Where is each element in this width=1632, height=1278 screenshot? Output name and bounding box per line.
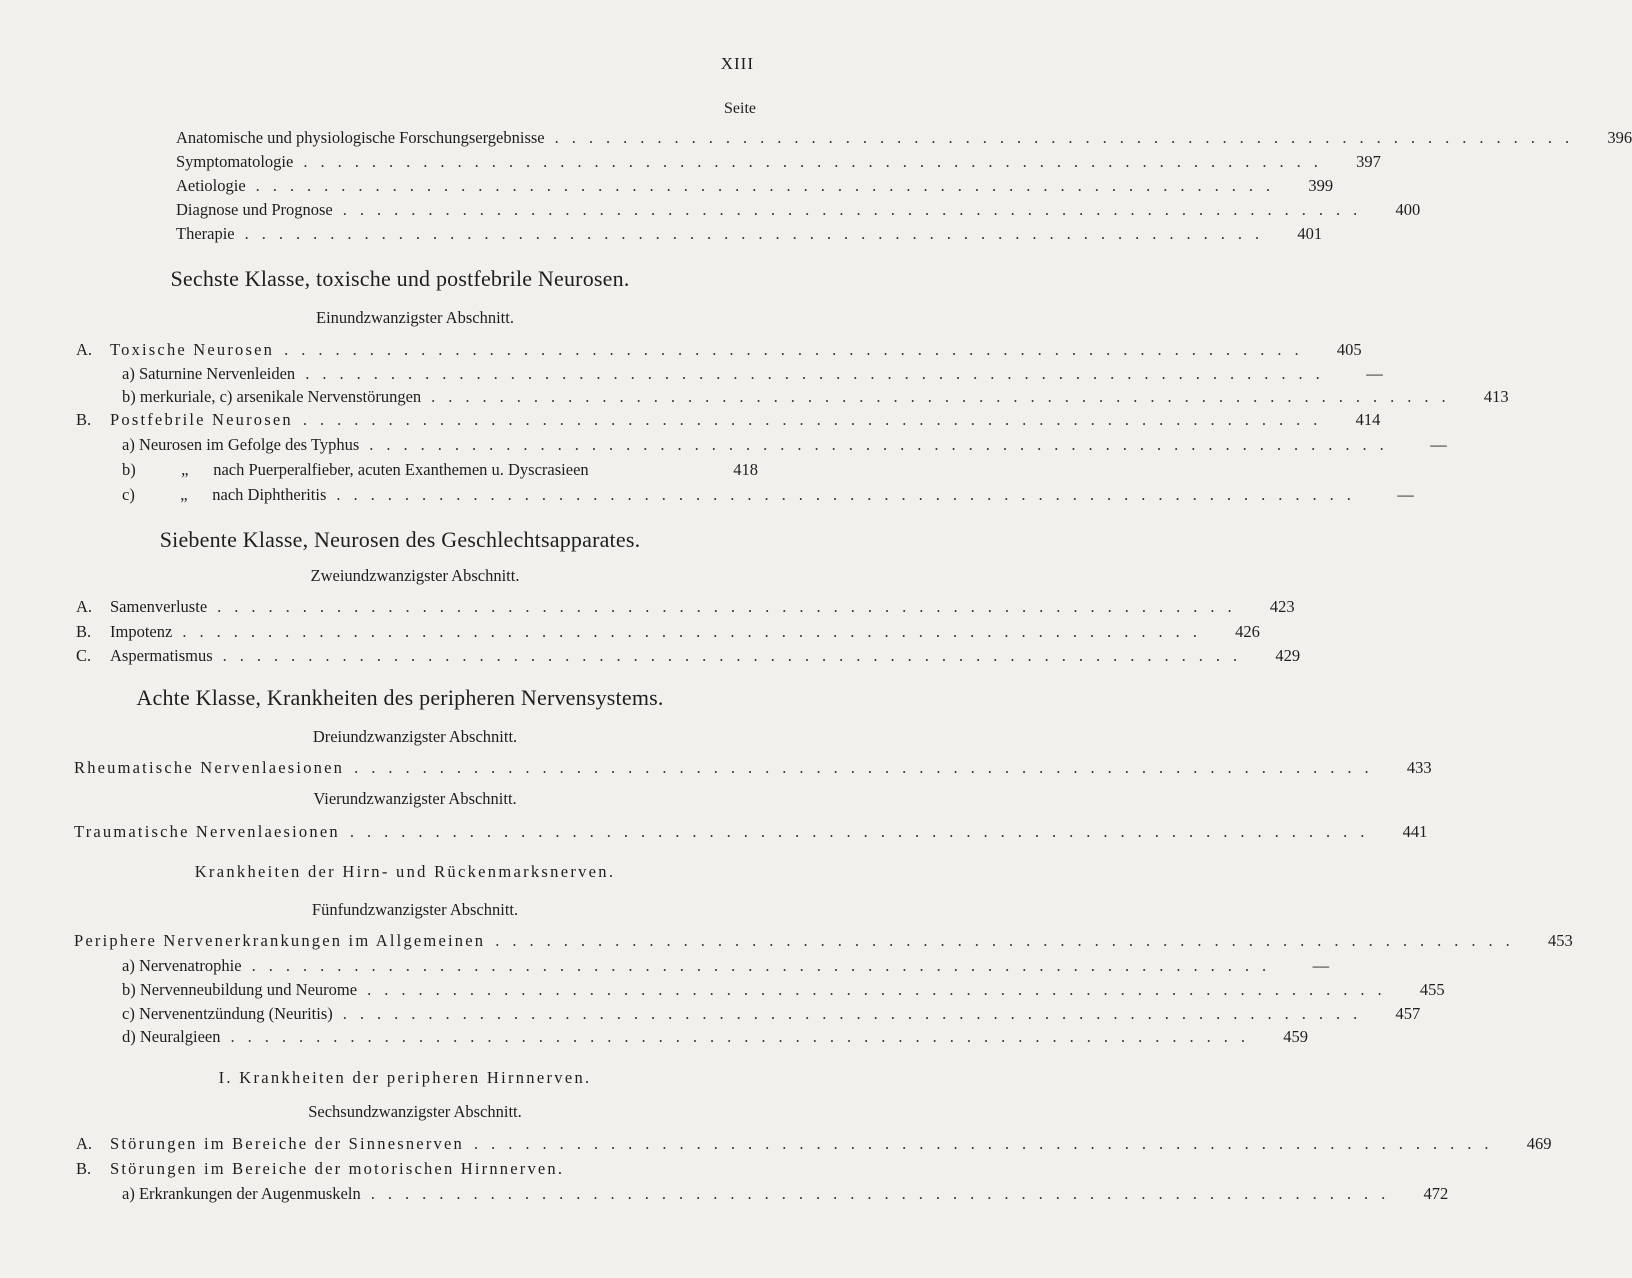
entry-title: Toxische Neurosen <box>110 340 275 359</box>
section-heading: Fünfundzwanzigster Abschnitt. <box>311 900 519 919</box>
entry-title: Symptomatologie <box>176 152 294 171</box>
entry-page-number: 413 <box>1483 387 1509 406</box>
section-heading: Einundzwanzigster Abschnitt. <box>316 308 514 327</box>
entry-page-number: 423 <box>1269 597 1295 616</box>
entry-page-number: — <box>1397 485 1414 504</box>
toc-entry <box>74 927 1573 951</box>
toc-entry <box>122 431 1447 455</box>
leader-dots: ............................................................ <box>342 200 1371 219</box>
entry-title: Traumatische Nervenlaesionen <box>74 822 340 841</box>
toc-entry <box>122 1023 1308 1047</box>
entry-title: a) Neurosen im Gefolge des Typhus <box>122 435 360 454</box>
entry-page-number: 418 <box>733 460 758 479</box>
entry-title: c) „ nach Diphtheritis <box>122 485 327 504</box>
entry-title: a) Nervenatrophie <box>122 956 242 975</box>
entry-page-number: 455 <box>1419 980 1445 999</box>
toc-entry <box>76 642 1301 666</box>
class-heading: Achte Klasse, Krankheiten des peripheren Nervensystems. <box>136 685 664 710</box>
toc-entry <box>122 952 1330 976</box>
entry-title: b) merkuriale, c) arsenikale Nervenstörungen <box>122 387 422 406</box>
entry-title: Impotenz <box>110 622 173 641</box>
entry-page-number: 401 <box>1297 224 1323 243</box>
toc-entry <box>122 481 1414 505</box>
leader-dots: ............................................................ <box>473 1134 1502 1153</box>
entry-title: Störungen im Bereiche der motorischen Hirnnerven. <box>110 1159 565 1178</box>
toc-entry <box>76 593 1295 617</box>
class-heading: Siebente Klasse, Neurosen des Geschlechtsapparates. <box>159 527 641 552</box>
entry-title: Aetiologie <box>176 176 246 195</box>
entry-page-number: 396 <box>1607 128 1632 147</box>
toc-entry <box>176 124 1632 148</box>
entry-page-number: — <box>1430 435 1447 454</box>
leader-dots: ............................................................ <box>255 176 1284 195</box>
leader-dots: ............................................................ <box>284 340 1312 359</box>
leader-dots: ............................................................ <box>302 410 1331 429</box>
seite-column-header: Seite <box>724 100 756 117</box>
entry-page-number: 453 <box>1547 931 1573 950</box>
toc-entry <box>74 754 1432 778</box>
entry-prefix: A. <box>76 1134 93 1153</box>
leader-dots: ............................................................ <box>222 646 1251 665</box>
entry-title: Therapie <box>176 224 235 243</box>
section-heading: Vierundzwanzigster Abschnitt. <box>313 789 517 808</box>
toc-entry <box>76 618 1260 642</box>
class-heading: Sechste Klasse, toxische und postfebrile Neurosen. <box>170 266 630 291</box>
toc-entry <box>76 1155 758 1179</box>
subsection-heading: Krankheiten der Hirn- und Rückenmarksnerven. <box>194 862 616 881</box>
entry-title: Störungen im Bereiche der Sinnesnerven <box>110 1134 464 1153</box>
entry-title: c) Nervenentzündung (Neuritis) <box>122 1004 333 1023</box>
leader-dots: ............................................................ <box>369 435 1397 454</box>
toc-entry <box>176 172 1334 196</box>
entry-page-number: 433 <box>1406 758 1432 777</box>
entry-prefix: C. <box>76 646 92 665</box>
leader-dots: ............................................................ <box>367 980 1395 999</box>
section-heading: Zweiundzwanzigster Abschnitt. <box>310 566 520 585</box>
entry-page-number: 400 <box>1395 200 1421 219</box>
entry-page-number: 429 <box>1275 646 1301 665</box>
entry-page-number: 472 <box>1423 1184 1449 1203</box>
toc-entry <box>176 196 1421 220</box>
leader-dots: ............................................................ <box>305 364 1333 383</box>
leader-dots: ............................................................ <box>431 387 1459 406</box>
toc-entry <box>122 976 1445 1000</box>
entry-title: d) Neuralgieen <box>122 1027 221 1046</box>
leader-dots: ............................................................ <box>244 224 1273 243</box>
entry-title: Postfebrile Neurosen <box>110 410 293 429</box>
leader-dots: ............................................................ <box>217 597 1245 616</box>
page-number: XIII <box>720 54 754 73</box>
toc-entry <box>122 1180 1449 1204</box>
leader-dots: ............................................................ <box>336 485 1364 504</box>
entry-title: b) Nervenneubildung und Neurome <box>122 980 358 999</box>
subsection-heading: I. Krankheiten der peripheren Hirnnerven. <box>218 1068 592 1087</box>
toc-entry <box>76 406 1381 430</box>
leader-dots: ............................................................ <box>230 1027 1258 1046</box>
entry-title: Anatomische und physiologische Forschungsergebnisse <box>176 128 545 147</box>
toc-entry <box>176 148 1381 172</box>
entry-page-number: 414 <box>1355 410 1381 429</box>
toc-entry <box>122 456 758 480</box>
entry-page-number: 426 <box>1235 622 1260 641</box>
leader-dots: ............................................................ <box>342 1004 1371 1023</box>
section-heading: Dreiundzwanzigster Abschnitt. <box>312 727 518 746</box>
entry-page-number: 399 <box>1308 176 1334 195</box>
entry-title: b) „ nach Puerperalfieber, acuten Exanthemen u. Dyscrasieen <box>122 460 589 479</box>
entry-page-number: 459 <box>1283 1027 1308 1046</box>
leader-dots: ............................................................ <box>370 1184 1399 1203</box>
entry-title: Rheumatische Nervenlaesionen <box>74 758 345 777</box>
leader-dots: ............................................................ <box>554 128 1583 147</box>
toc-entry <box>122 1000 1421 1024</box>
entry-page-number: 457 <box>1395 1004 1421 1023</box>
entry-page-number: — <box>1366 364 1383 383</box>
entry-prefix: B. <box>76 622 92 641</box>
entry-title: Aspermatismus <box>110 646 213 665</box>
entry-prefix: B. <box>76 410 92 429</box>
toc-entry <box>76 336 1362 360</box>
leader-dots: ............................................................ <box>303 152 1331 171</box>
entry-prefix: A. <box>76 340 93 359</box>
entry-title: Diagnose und Prognose <box>176 200 333 219</box>
entry-title: Periphere Nervenerkrankungen im Allgemeinen <box>74 931 486 950</box>
entry-page-number: 441 <box>1402 822 1428 841</box>
entry-prefix: B. <box>76 1159 92 1178</box>
leader-dots: ............................................................ <box>182 622 1210 641</box>
toc-entry <box>176 220 1323 244</box>
leader-dots: ............................................................ <box>349 822 1378 841</box>
entry-prefix: A. <box>76 597 93 616</box>
toc-entry <box>122 383 1509 407</box>
entry-title: a) Erkrankungen der Augenmuskeln <box>122 1184 361 1203</box>
leader-dots: ............................................................ <box>495 931 1523 950</box>
toc-entry <box>122 360 1383 384</box>
entry-page-number: 397 <box>1356 152 1381 171</box>
leader-dots: ............................................................ <box>354 758 1382 777</box>
entry-page-number: 469 <box>1526 1134 1552 1153</box>
section-heading: Sechsundzwanzigster Abschnitt. <box>308 1102 522 1121</box>
toc-entry <box>76 1130 1552 1154</box>
entry-page-number: — <box>1312 956 1330 975</box>
leader-dots: ............................................................ <box>251 956 1280 975</box>
toc-entry <box>74 818 1428 842</box>
entry-title: Samenverluste <box>110 597 208 616</box>
entry-page-number: 405 <box>1336 340 1362 359</box>
entry-title: a) Saturnine Nervenleiden <box>122 364 296 383</box>
